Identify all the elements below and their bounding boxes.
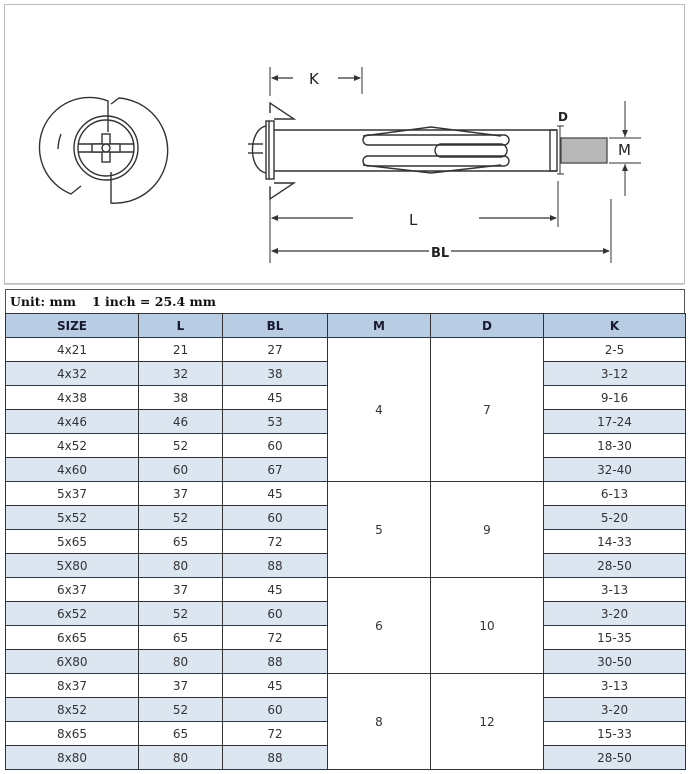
cell-l: 65 bbox=[139, 626, 223, 650]
cell-k: 28-50 bbox=[544, 746, 686, 770]
cell-l: 60 bbox=[139, 458, 223, 482]
label-l: L bbox=[409, 211, 418, 229]
cell-size: 4x52 bbox=[6, 434, 139, 458]
cell-l: 46 bbox=[139, 410, 223, 434]
cell-k: 17-24 bbox=[544, 410, 686, 434]
cell-l: 65 bbox=[139, 722, 223, 746]
cell-bl: 72 bbox=[223, 530, 328, 554]
cell-size: 4x21 bbox=[6, 338, 139, 362]
cell-bl: 72 bbox=[223, 626, 328, 650]
cell-size: 8x37 bbox=[6, 674, 139, 698]
cell-m: 8 bbox=[328, 674, 431, 770]
cell-l: 80 bbox=[139, 746, 223, 770]
cell-l: 52 bbox=[139, 506, 223, 530]
conversion-label: 1 inch = 25.4 mm bbox=[92, 294, 217, 309]
cell-l: 52 bbox=[139, 434, 223, 458]
cell-l: 52 bbox=[139, 602, 223, 626]
cell-size: 4x38 bbox=[6, 386, 139, 410]
front-view-icon bbox=[39, 97, 167, 203]
cell-k: 3-20 bbox=[544, 698, 686, 722]
cell-bl: 53 bbox=[223, 410, 328, 434]
anchor-diagram bbox=[4, 4, 685, 284]
cell-bl: 88 bbox=[223, 554, 328, 578]
header-k: K bbox=[544, 314, 686, 338]
cell-l: 37 bbox=[139, 674, 223, 698]
header-row bbox=[6, 314, 686, 338]
cell-l: 38 bbox=[139, 386, 223, 410]
cell-l: 52 bbox=[139, 698, 223, 722]
cell-size: 6X80 bbox=[6, 650, 139, 674]
table-row bbox=[6, 674, 686, 698]
cell-l: 80 bbox=[139, 554, 223, 578]
header-m: M bbox=[328, 314, 431, 338]
label-d: D bbox=[558, 110, 568, 124]
cell-bl: 88 bbox=[223, 650, 328, 674]
divider bbox=[4, 284, 684, 285]
cell-m: 6 bbox=[328, 578, 431, 674]
cell-bl: 27 bbox=[223, 338, 328, 362]
cell-l: 80 bbox=[139, 650, 223, 674]
cell-k: 30-50 bbox=[544, 650, 686, 674]
unit-label: Unit: mm bbox=[10, 294, 76, 309]
cell-l: 37 bbox=[139, 578, 223, 602]
table-row bbox=[6, 578, 686, 602]
cell-bl: 45 bbox=[223, 386, 328, 410]
cell-size: 8x80 bbox=[6, 746, 139, 770]
cell-m: 5 bbox=[328, 482, 431, 578]
header-size: SIZE bbox=[6, 314, 139, 338]
cell-k: 18-30 bbox=[544, 434, 686, 458]
cell-k: 14-33 bbox=[544, 530, 686, 554]
cell-size: 6x65 bbox=[6, 626, 139, 650]
label-k: K bbox=[309, 70, 319, 88]
cell-k: 32-40 bbox=[544, 458, 686, 482]
cell-size: 8x52 bbox=[6, 698, 139, 722]
cell-l: 65 bbox=[139, 530, 223, 554]
label-m: M bbox=[618, 141, 631, 159]
cell-size: 5x37 bbox=[6, 482, 139, 506]
cell-size: 4x46 bbox=[6, 410, 139, 434]
cell-size: 5x52 bbox=[6, 506, 139, 530]
cell-k: 15-33 bbox=[544, 722, 686, 746]
header-bl: BL bbox=[223, 314, 328, 338]
label-bl: BL bbox=[431, 246, 450, 261]
cell-l: 32 bbox=[139, 362, 223, 386]
cell-size: 8x65 bbox=[6, 722, 139, 746]
cell-k: 3-13 bbox=[544, 674, 686, 698]
table-row bbox=[6, 482, 686, 506]
header-d: D bbox=[431, 314, 544, 338]
cell-d: 9 bbox=[431, 482, 544, 578]
cell-bl: 45 bbox=[223, 674, 328, 698]
cell-k: 2-5 bbox=[544, 338, 686, 362]
cell-bl: 88 bbox=[223, 746, 328, 770]
spec-table bbox=[5, 313, 686, 770]
cell-bl: 67 bbox=[223, 458, 328, 482]
cell-d: 12 bbox=[431, 674, 544, 770]
cell-bl: 45 bbox=[223, 482, 328, 506]
cell-size: 5x65 bbox=[6, 530, 139, 554]
spec-body bbox=[6, 338, 686, 770]
cell-d: 10 bbox=[431, 578, 544, 674]
cell-bl: 72 bbox=[223, 722, 328, 746]
molly-bolt-drawing bbox=[5, 5, 684, 283]
table-row bbox=[6, 338, 686, 362]
cell-bl: 38 bbox=[223, 362, 328, 386]
cell-k: 3-13 bbox=[544, 578, 686, 602]
unit-bar bbox=[5, 289, 685, 314]
cell-k: 6-13 bbox=[544, 482, 686, 506]
cell-size: 4x60 bbox=[6, 458, 139, 482]
cell-l: 21 bbox=[139, 338, 223, 362]
cell-l: 37 bbox=[139, 482, 223, 506]
cell-bl: 45 bbox=[223, 578, 328, 602]
cell-k: 15-35 bbox=[544, 626, 686, 650]
cell-k: 3-12 bbox=[544, 362, 686, 386]
cell-bl: 60 bbox=[223, 698, 328, 722]
cell-bl: 60 bbox=[223, 602, 328, 626]
cell-k: 5-20 bbox=[544, 506, 686, 530]
cell-d: 7 bbox=[431, 338, 544, 482]
cell-size: 6x37 bbox=[6, 578, 139, 602]
cell-m: 4 bbox=[328, 338, 431, 482]
cell-k: 9-16 bbox=[544, 386, 686, 410]
header-l: L bbox=[139, 314, 223, 338]
side-view-icon bbox=[248, 67, 641, 263]
cell-size: 5X80 bbox=[6, 554, 139, 578]
cell-k: 3-20 bbox=[544, 602, 686, 626]
cell-k: 28-50 bbox=[544, 554, 686, 578]
cell-bl: 60 bbox=[223, 506, 328, 530]
cell-size: 6x52 bbox=[6, 602, 139, 626]
cell-bl: 60 bbox=[223, 434, 328, 458]
cell-size: 4x32 bbox=[6, 362, 139, 386]
